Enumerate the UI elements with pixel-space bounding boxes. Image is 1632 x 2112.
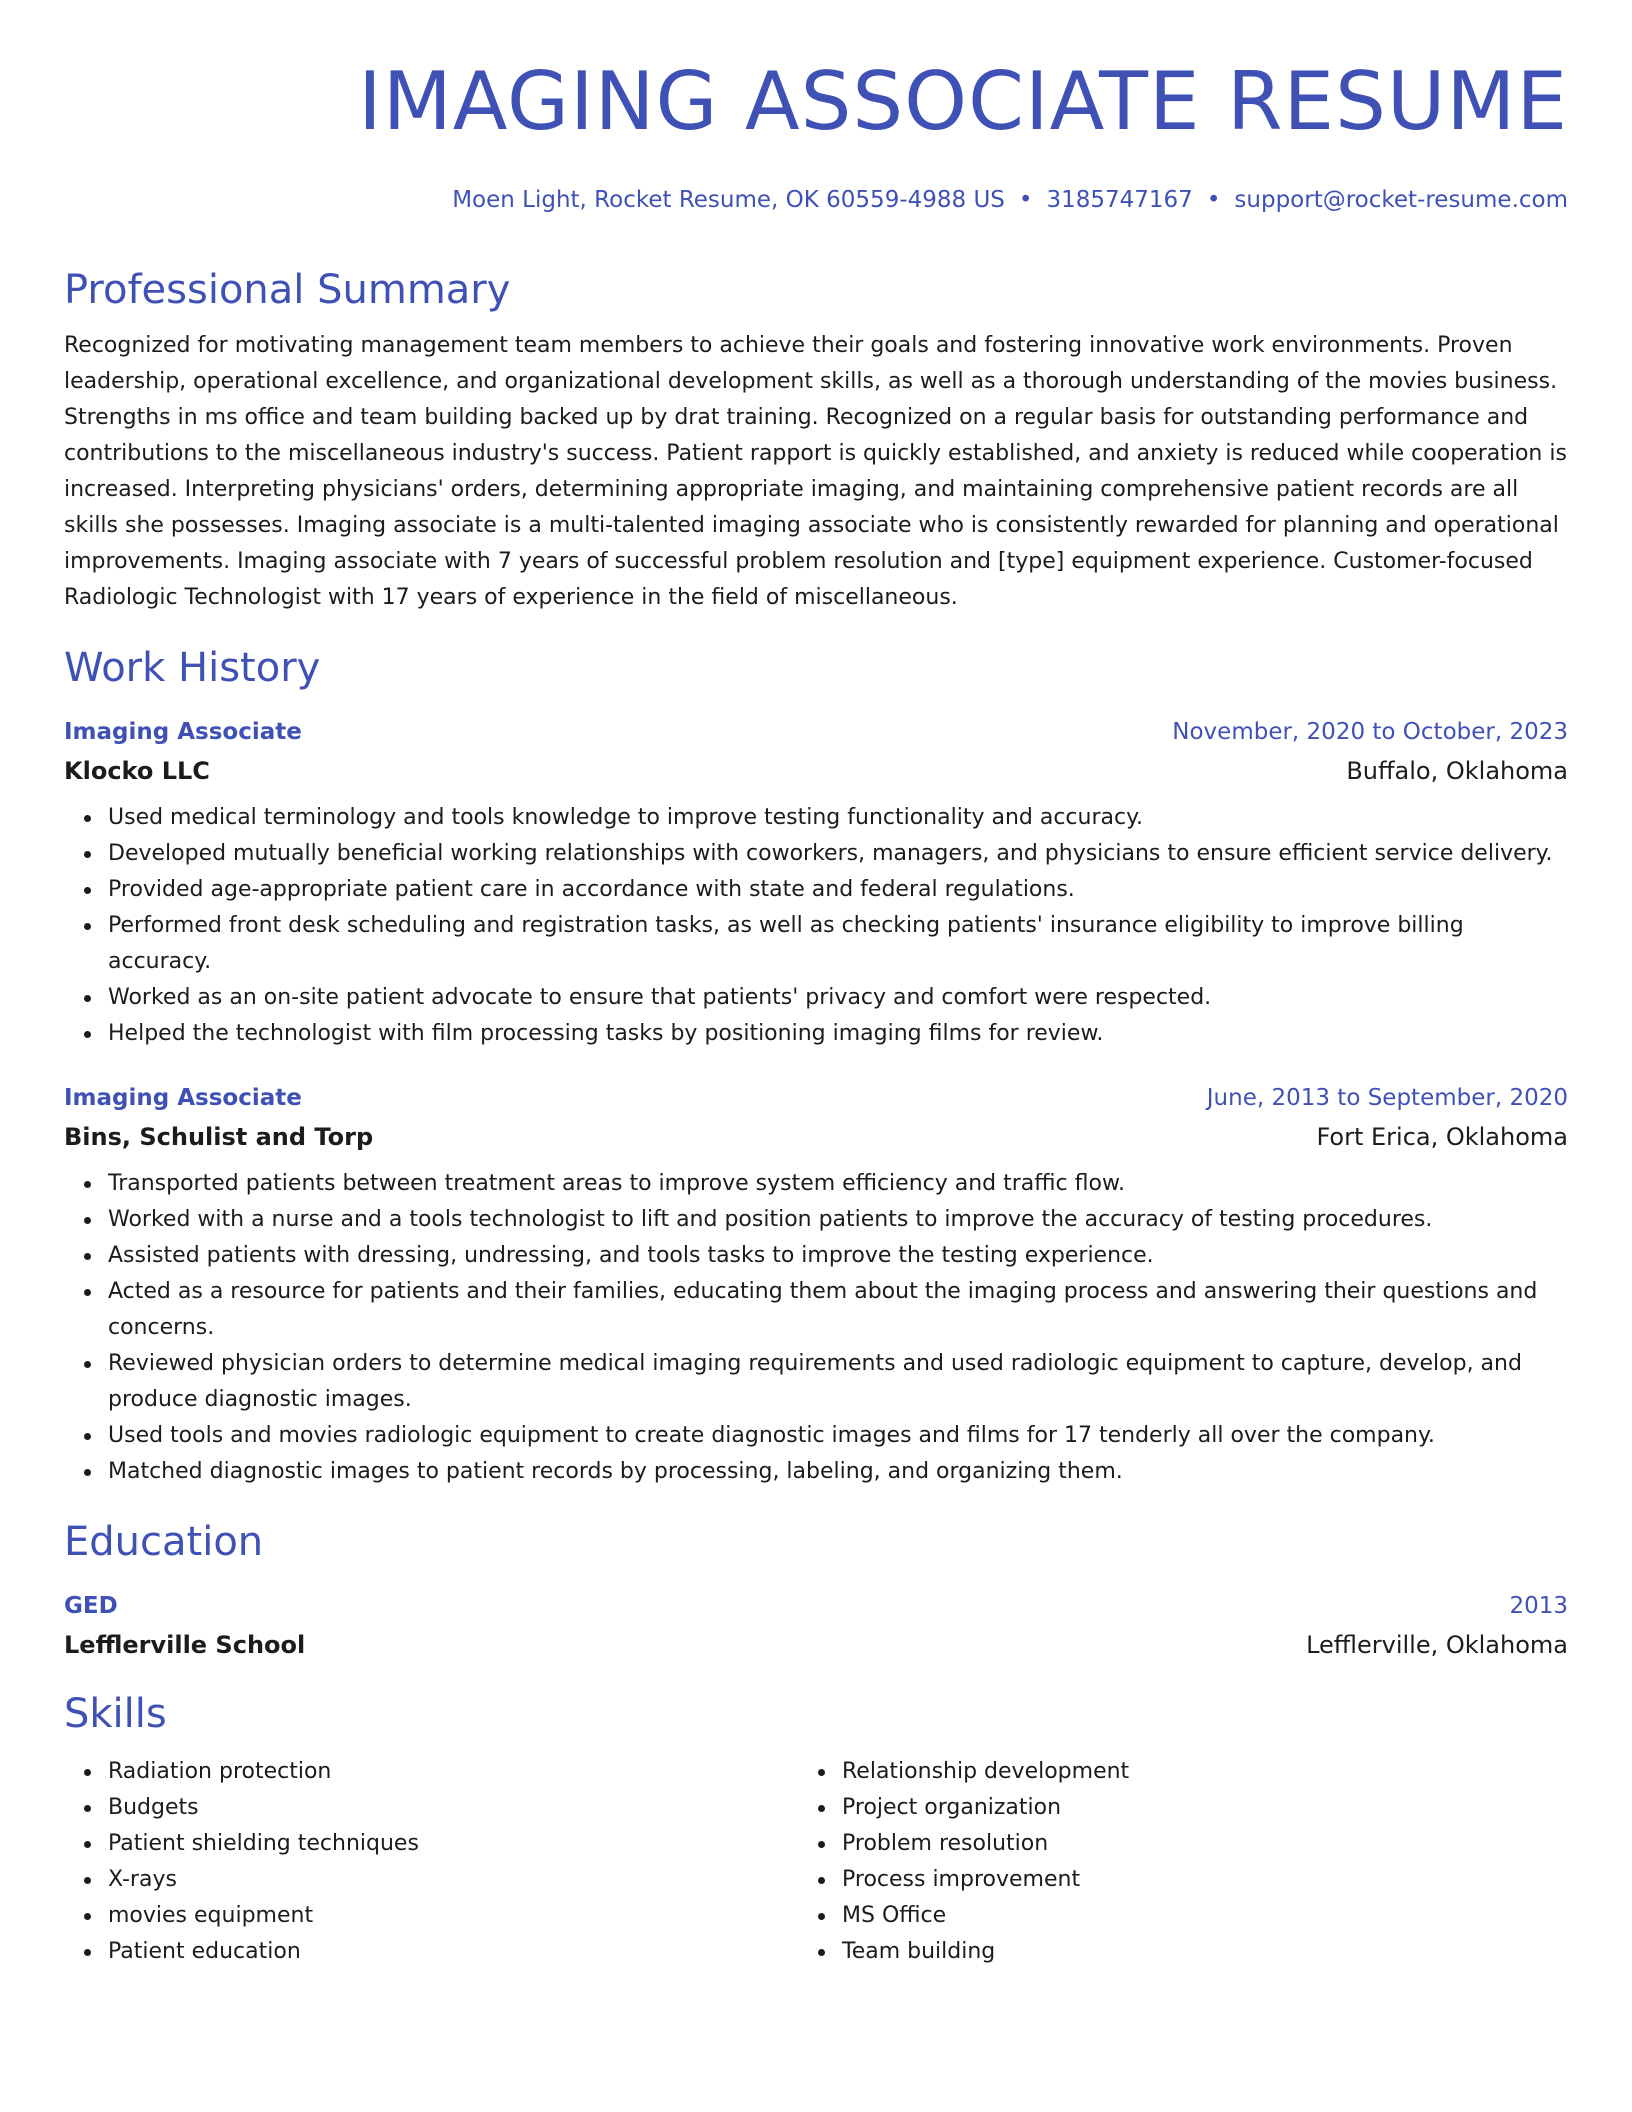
work-history-heading: Work History — [64, 645, 321, 691]
job-employer: Bins, Schulist and Torp — [64, 1123, 374, 1151]
job-employer: Klocko LLC — [64, 757, 210, 785]
skill-item: MS Office — [842, 1898, 1532, 1934]
job-bullet-list — [64, 800, 1568, 1052]
skills-list-left — [64, 1754, 798, 1970]
summary-text: Recognized for motivating management team members to achieve their goals and fostering innovative work environments. Proven leadership, operational excellence, and organizational development skills, as well as a thorough understanding of the movies business. Strengths in ms office and team building backed up by drat training. Recognized on a regular basis for outstanding performance and contributions to the miscellaneous industry's success. Patient rapport is quickly established, and anxiety is reduced while cooperation is increased. Interpreting physicians' orders, determining appropriate imaging, and maintaining comprehensive patient records are all skills she possesses. Imaging associate is a multi-talented imaging associate who is consistently rewarded for planning and operational improvements. Imaging associate with 7 years of successful problem resolution and [type] equipment experience. Customer-focused Radiologic Technologist with 17 years of experience in the field of miscellaneous. — [64, 333, 1567, 610]
job-bullet: Worked as an on-site patient advocate to ensure that patients' privacy and comfort were respected. — [108, 980, 1568, 1016]
skills-grid — [64, 1754, 1568, 1970]
education-section — [64, 1516, 1568, 1662]
job-bullet: Developed mutually beneficial working relationships with coworkers, managers, and physicians to ensure efficient service delivery. — [108, 836, 1568, 872]
job-bullet: Reviewed physician orders to determine medical imaging requirements and used radiologic equipment to capture, develop, and produce diagnostic images. — [108, 1346, 1568, 1418]
job-bullet: Worked with a nurse and a tools technologist to lift and position patients to improve the accuracy of testing procedures. — [108, 1202, 1568, 1238]
education-location: Lefflerville, Oklahoma — [1306, 1631, 1568, 1659]
job-bullet-list — [64, 1166, 1568, 1490]
resume-header — [64, 52, 1568, 216]
skill-item: Budgets — [108, 1790, 798, 1826]
contact-line — [64, 184, 1568, 216]
education-degree: GED — [64, 1593, 118, 1619]
job-bullet: Matched diagnostic images to patient records by processing, labeling, and organizing them. — [108, 1454, 1568, 1490]
job-title-row — [64, 716, 1568, 748]
contact-phone[interactable]: 3185747167 — [1046, 187, 1193, 213]
skills-heading: Skills — [64, 1691, 167, 1737]
education-school-row — [64, 1628, 1568, 1662]
skills-column-left — [64, 1754, 798, 1970]
skill-item: Problem resolution — [842, 1826, 1532, 1862]
contact-email[interactable]: support@rocket-resume.com — [1234, 187, 1568, 213]
skill-item: Radiation protection — [108, 1754, 798, 1790]
skill-item: Team building — [842, 1934, 1532, 1970]
job-employer-row — [64, 754, 1568, 788]
education-entry — [64, 1590, 1568, 1662]
skill-item: X-rays — [108, 1862, 798, 1898]
job-bullet: Performed front desk scheduling and registration tasks, as well as checking patients' insurance eligibility to improve billing accuracy. — [108, 908, 1568, 980]
job-bullet: Provided age-appropriate patient care in accordance with state and federal regulations. — [108, 872, 1568, 908]
education-title-row — [64, 1590, 1568, 1622]
resume-title: IMAGING ASSOCIATE RESUME — [358, 55, 1568, 148]
job-dates: November, 2020 to October, 2023 — [1172, 719, 1568, 745]
job-entry — [64, 1082, 1568, 1490]
skill-item: Project organization — [842, 1790, 1532, 1826]
job-position: Imaging Associate — [64, 719, 302, 745]
job-dates: June, 2013 to September, 2020 — [1206, 1085, 1568, 1111]
job-title-row — [64, 1082, 1568, 1114]
job-bullet: Acted as a resource for patients and their families, educating them about the imaging process and answering their questions and concerns. — [108, 1274, 1568, 1346]
job-employer-row — [64, 1120, 1568, 1154]
job-location: Fort Erica, Oklahoma — [1316, 1123, 1568, 1151]
skill-item: Patient shielding techniques — [108, 1826, 798, 1862]
job-location: Buffalo, Oklahoma — [1346, 757, 1568, 785]
contact-separator: • — [1018, 187, 1033, 213]
job-bullet: Transported patients between treatment areas to improve system efficiency and traffic flow. — [108, 1166, 1568, 1202]
work-history-section — [64, 642, 1568, 1490]
skill-item: Patient education — [108, 1934, 798, 1970]
education-heading: Education — [64, 1519, 264, 1565]
skill-item: movies equipment — [108, 1898, 798, 1934]
contact-address: Moen Light, Rocket Resume, OK 60559-4988 US — [452, 187, 1005, 213]
summary-heading: Professional Summary — [64, 267, 511, 313]
contact-separator: • — [1206, 187, 1221, 213]
skill-item: Relationship development — [842, 1754, 1532, 1790]
skill-item: Process improvement — [842, 1862, 1532, 1898]
skills-list-right — [798, 1754, 1532, 1970]
summary-section — [64, 264, 1568, 616]
job-bullet: Helped the technologist with film processing tasks by positioning imaging films for review. — [108, 1016, 1568, 1052]
education-school: Lefflerville School — [64, 1631, 306, 1659]
job-entry — [64, 716, 1568, 1052]
skills-column-right — [798, 1754, 1532, 1970]
skills-section — [64, 1688, 1568, 1970]
education-year: 2013 — [1509, 1593, 1568, 1619]
job-bullet: Used tools and movies radiologic equipment to create diagnostic images and films for 17 tenderly all over the company. — [108, 1418, 1568, 1454]
job-position: Imaging Associate — [64, 1085, 302, 1111]
job-bullet: Assisted patients with dressing, undressing, and tools tasks to improve the testing experience. — [108, 1238, 1568, 1274]
job-bullet: Used medical terminology and tools knowledge to improve testing functionality and accuracy. — [108, 800, 1568, 836]
